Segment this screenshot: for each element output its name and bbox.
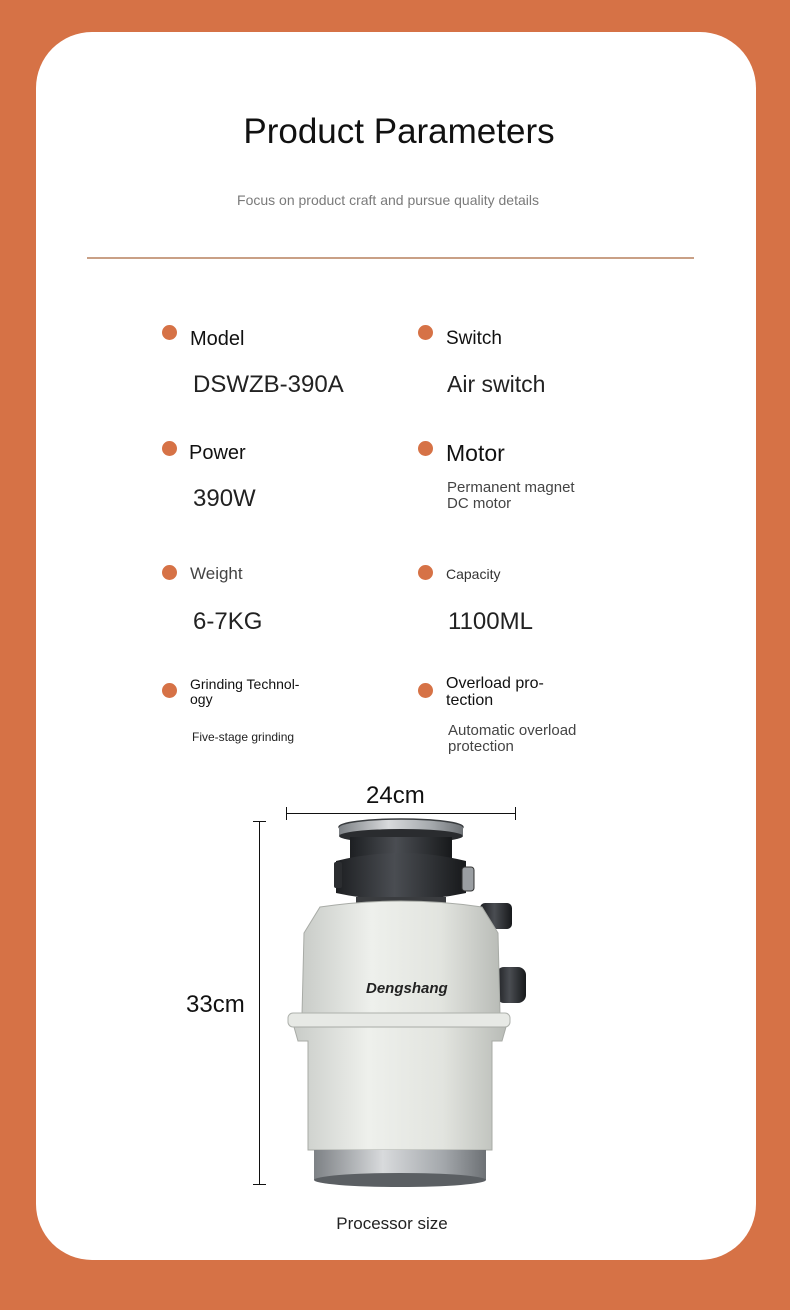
param-label-switch: Switch bbox=[446, 328, 502, 349]
param-label-model: Model bbox=[190, 328, 245, 350]
image-caption: Processor size bbox=[336, 1214, 448, 1233]
param-value-motor: Permanent magnet DC motor bbox=[447, 479, 575, 512]
width-dimension-line bbox=[287, 813, 516, 814]
page-subtitle: Focus on product craft and pursue quality details bbox=[237, 192, 539, 208]
param-value-switch: Air switch bbox=[447, 371, 546, 397]
height-dimension-tick bbox=[253, 1184, 266, 1185]
bullet-dot-icon bbox=[418, 683, 433, 698]
page-title: Product Parameters bbox=[243, 112, 555, 151]
bullet-dot-icon bbox=[162, 683, 177, 698]
param-value-model: DSWZB-390A bbox=[193, 371, 344, 398]
bullet-dot-icon bbox=[162, 441, 177, 456]
param-value-power: 390W bbox=[193, 485, 256, 512]
height-dimension-label: 33cm bbox=[186, 991, 245, 1018]
param-label-weight: Weight bbox=[190, 564, 243, 583]
param-value-weight: 6-7KG bbox=[193, 608, 263, 635]
bullet-dot-icon bbox=[418, 441, 433, 456]
divider bbox=[87, 257, 694, 259]
param-label-capacity: Capacity bbox=[446, 566, 501, 582]
brand-logo: Dengshang bbox=[366, 980, 448, 997]
bullet-dot-icon bbox=[418, 325, 433, 340]
param-value-overload: Automatic overload protection bbox=[448, 722, 577, 755]
param-label-motor: Motor bbox=[446, 440, 505, 466]
bullet-dot-icon bbox=[162, 565, 177, 580]
param-label-overload: Overload pro- tection bbox=[446, 675, 544, 709]
height-dimension-line bbox=[259, 821, 260, 1185]
width-dimension-label: 24cm bbox=[366, 782, 425, 809]
param-label-grinding: Grinding Technol- ogy bbox=[190, 676, 300, 707]
food-waste-disposer-illustration bbox=[280, 815, 530, 1195]
height-dimension-tick bbox=[253, 821, 266, 822]
param-value-capacity: 1100ML bbox=[448, 608, 533, 635]
bullet-dot-icon bbox=[162, 325, 177, 340]
param-label-power: Power bbox=[189, 442, 246, 464]
bullet-dot-icon bbox=[418, 565, 433, 580]
param-value-grinding: Five-stage grinding bbox=[192, 730, 295, 744]
